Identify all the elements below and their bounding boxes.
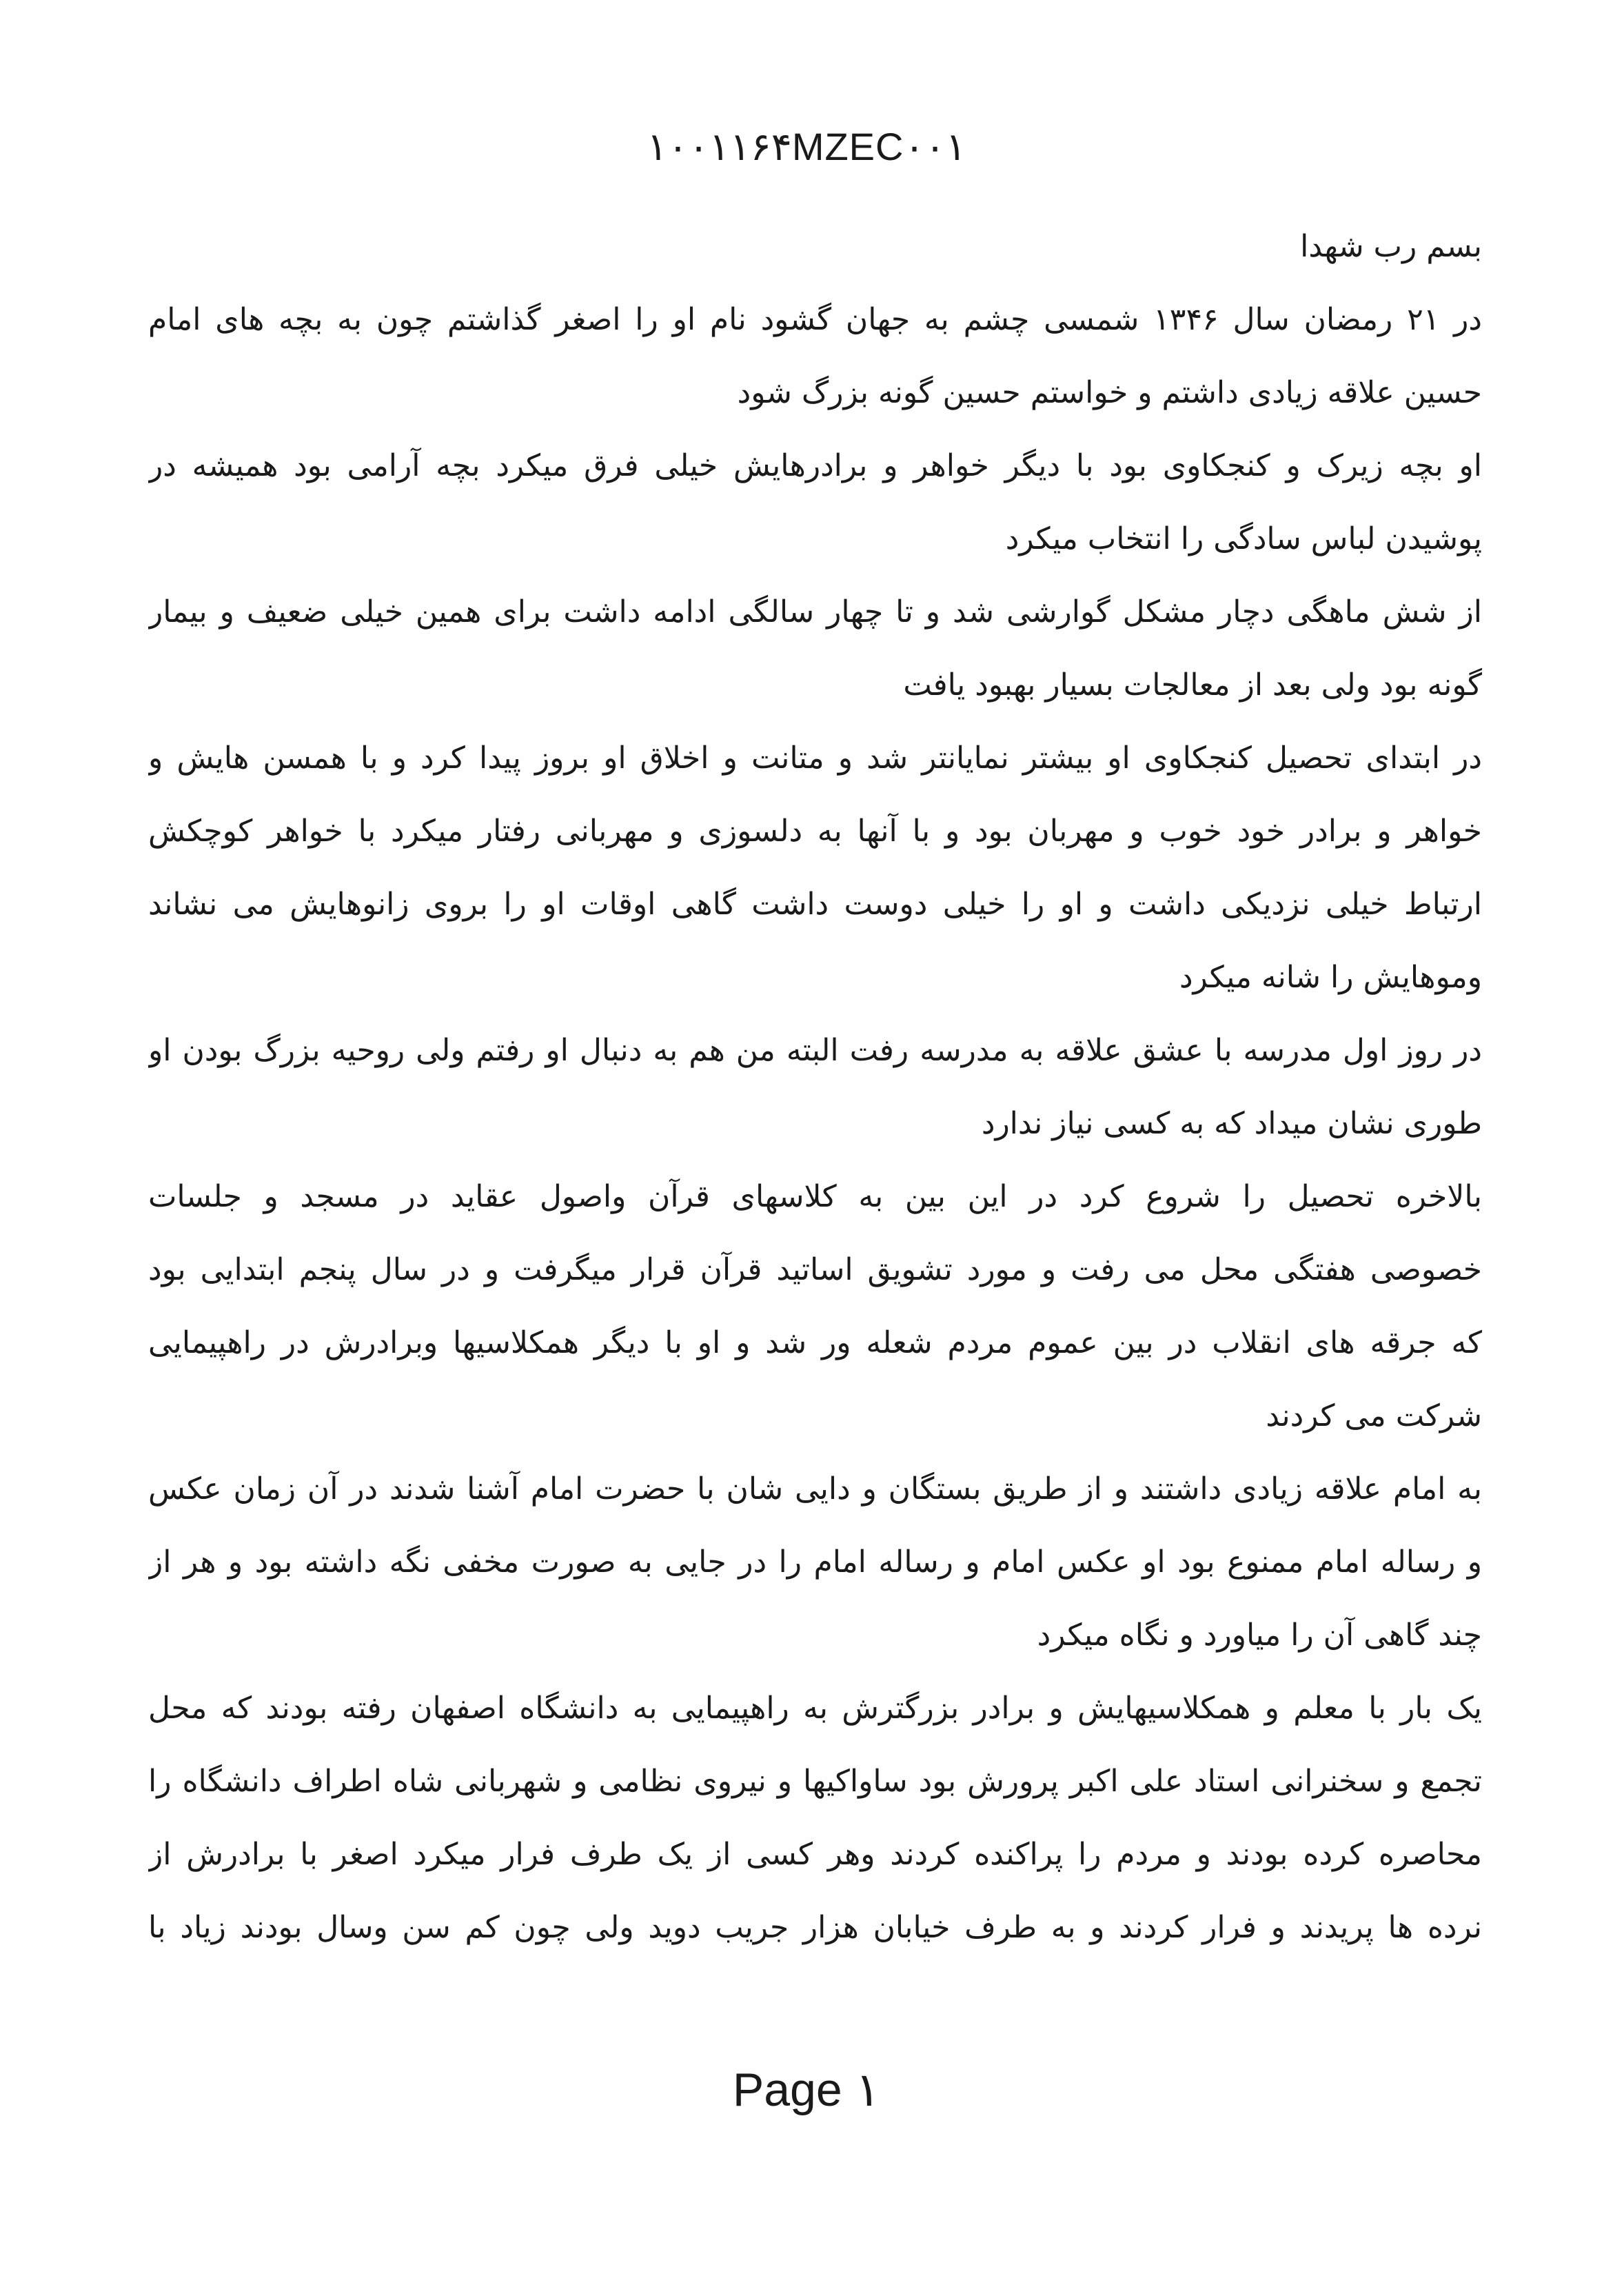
text-line: حسین علاقه زیادی داشتم و خواستم حسین گونه بزرگ شود — [737, 375, 1482, 410]
document-body — [148, 210, 1482, 1964]
document-id-code: ۱۰۰۱۱۶۴MZEC۰۰۱ — [647, 125, 966, 168]
text-line: بالاخره تحصیل را شروع کرد در این بین به کلاسهای قرآن واصول عقاید در مسجد و جلسات — [148, 1179, 1482, 1214]
text-line: چند گاهی آن را میاورد و نگاه میکرد — [1037, 1618, 1482, 1653]
text-line: طوری نشان میداد که به کسی نیاز ندارد — [981, 1106, 1482, 1141]
text-line: وموهایش را شانه میکرد — [1179, 960, 1482, 995]
text-line: به امام علاقه زیادی داشتند و از طریق بستگان و دایی شان با حضرت امام آشنا شدند در آن زمان عکس — [148, 1471, 1482, 1507]
text-line: بسم رب شهدا — [1300, 229, 1482, 264]
text-line: خصوصی هفتگی محل می رفت و مورد تشویق اساتید قرآن قرار میگرفت و در سال پنجم ابتدایی بود — [148, 1252, 1482, 1287]
text-line: نرده ها پریدند و فرار کردند و به طرف خیابان هزار جریب دوید ولی چون کم سن وسال بودند زیاد با — [148, 1910, 1482, 1945]
text-line: که جرقه های انقلاب در بین عموم مردم شعله ور شد و او با دیگر همکلاسیها وبرادرش در راهپیمایی — [148, 1325, 1482, 1360]
page-number: Page ۱ — [732, 2064, 881, 2116]
text-line: تجمع و سخنرانی استاد علی اکبر پرورش بود ساواکیها و نیروی نظامی و شهربانی شاه اطراف دانشگاه را — [148, 1764, 1482, 1799]
text-line: شرکت می کردند — [1266, 1398, 1482, 1433]
text-line: در روز اول مدرسه با عشق علاقه به مدرسه رفت البته من هم به دنبال او رفتم ولی روحیه بزرگ بودن او — [148, 1033, 1482, 1068]
text-line: و رساله امام ممنوع بود او عکس امام و رساله امام را در جایی به صورت مخفی نگه داشته بود و هر از — [148, 1544, 1482, 1580]
text-line: ارتباط خیلی نزدیکی داشت و او را خیلی دوست داشت گاهی اوقات او را بروی زانوهایش می نشاند — [148, 887, 1482, 922]
text-line: گونه بود ولی بعد از معالجات بسیار بهبود یافت — [903, 667, 1482, 703]
text-line: او بچه زیرک و کنجکاوی بود با دیگر خواهر و برادرهایش خیلی فرق میکرد بچه آرامی بود همیشه در — [148, 448, 1482, 483]
text-line: از شش ماهگی دچار مشکل گوارشی شد و تا چهار سالگی ادامه داشت برای همین خیلی ضعیف و بیمار — [148, 594, 1482, 630]
text-line: پوشیدن لباس سادگی را انتخاب میکرد — [1005, 521, 1482, 556]
text-line: در ۲۱ رمضان سال ۱۳۴۶ شمسی چشم به جهان گشود نام او را اصغر گذاشتم چون به بچه های امام — [148, 302, 1482, 337]
text-line: محاصره کرده بودند و مردم را پراکنده کردند وهر کسی از یک طرف فرار میکرد اصغر با برادرش از — [148, 1837, 1482, 1872]
text-line: در ابتدای تحصیل کنجکاوی او بیشتر نمایانتر شد و متانت و اخلاق او بروز پیدا کرد و با همسن هایش و — [148, 741, 1482, 776]
text-line: یک بار با معلم و همکلاسیهایش و برادر بزرگترش به راهپیمایی به دانشگاه اصفهان رفته بودند که محل — [148, 1691, 1482, 1726]
text-line: خواهر و برادر خود خوب و مهربان بود و با آنها به دلسوزی و مهربانی رفتار میکرد با خواهر کوچکش — [148, 814, 1482, 849]
